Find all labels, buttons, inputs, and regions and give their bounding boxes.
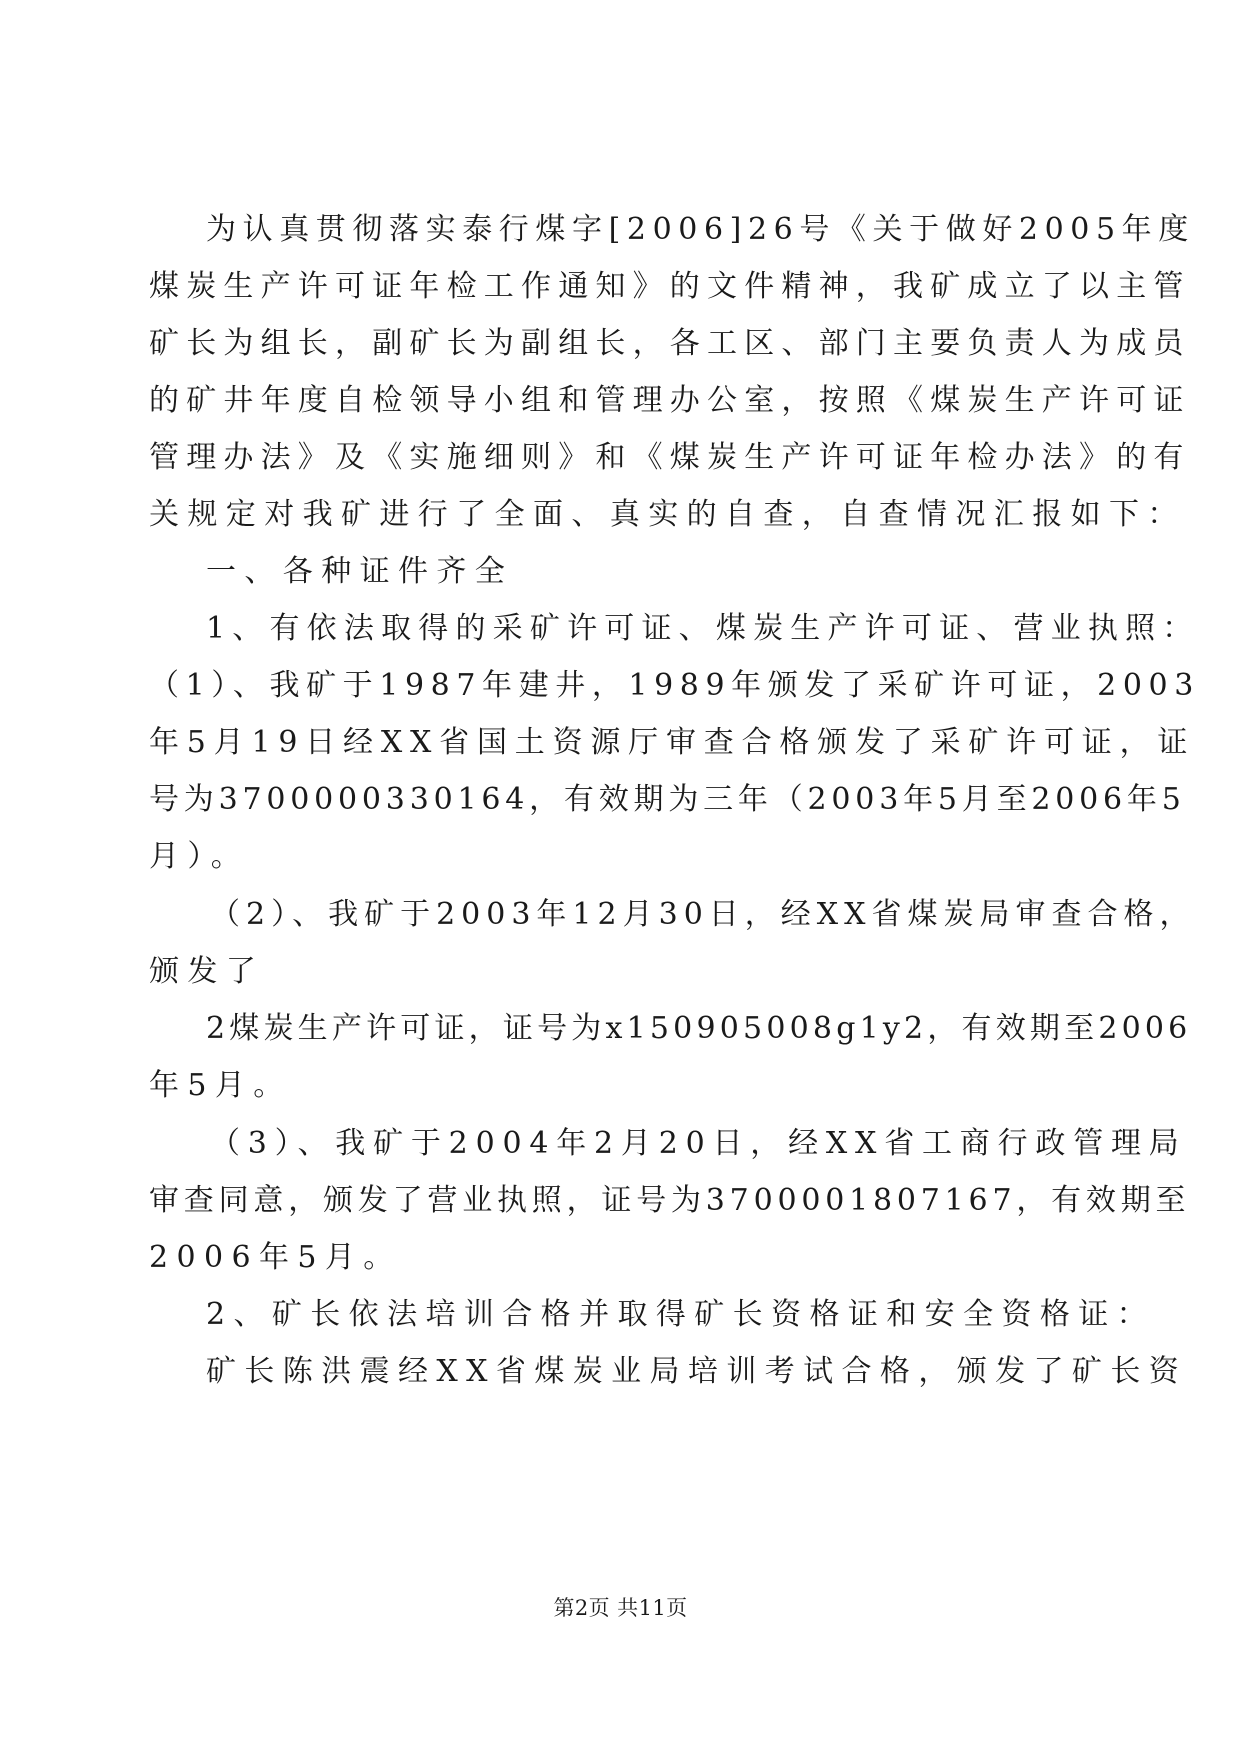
- paragraph-line: （2）、我矿于2003年12月30日，经XX省煤炭局审查合格，: [210, 897, 1196, 932]
- paragraph-line: 为认真贯彻落实泰行煤字[2006]26号《关于做好2005年度: [206, 212, 1195, 247]
- paragraph-line: （1）、我矿于1987年建井，1989年颁发了采矿许可证，2003: [149, 668, 1200, 703]
- paragraph-line: 矿长为组长，副矿长为副组长，各工区、部门主要负责人为成员: [149, 326, 1191, 361]
- paragraph-line: 2、矿长依法培训合格并取得矿长资格证和安全资格证：: [206, 1297, 1156, 1332]
- paragraph-line: 关规定对我矿进行了全面、真实的自查，自查情况汇报如下：: [149, 497, 1186, 532]
- paragraph-line: 年5月。: [149, 1068, 292, 1103]
- paragraph-line: 煤炭生产许可证年检工作通知》的文件精神，我矿成立了以主管: [149, 269, 1191, 304]
- paragraph-line: （3）、我矿于2004年2月20日，经XX省工商行政管理局: [210, 1126, 1187, 1161]
- paragraph-line: 2006年5月。: [149, 1240, 402, 1275]
- paragraph-line: 2煤炭生产许可证，证号为x150905008g1y2，有效期至2006: [206, 1011, 1192, 1046]
- paragraph-line: 管理办法》及《实施细则》和《煤炭生产许可证年检办法》的有: [149, 440, 1191, 475]
- paragraph-line: 1、有依法取得的采矿许可证、煤炭生产许可证、营业执照：: [206, 611, 1200, 646]
- paragraph-line: 号为3700000330164，有效期为三年（2003年5月至2006年5: [149, 782, 1186, 817]
- paragraph-line: 的矿井年度自检领导小组和管理办公室，按照《煤炭生产许可证: [149, 383, 1191, 418]
- paragraph-line: 月）。: [149, 839, 250, 874]
- paragraph-line: 审查同意，颁发了营业执照，证号为3700001807167，有效期至: [149, 1183, 1191, 1218]
- section-heading: 一、各种证件齐全: [206, 554, 514, 589]
- paragraph-line: 颁发了: [149, 954, 265, 989]
- paragraph-line: 矿长陈洪震经XX省煤炭业局培训考试合格，颁发了矿长资: [206, 1354, 1188, 1389]
- paragraph-line: 年5月19日经XX省国土资源厅审查合格颁发了采矿许可证，证: [149, 725, 1196, 760]
- page-number-footer: 第2页 共11页: [553, 1596, 688, 1620]
